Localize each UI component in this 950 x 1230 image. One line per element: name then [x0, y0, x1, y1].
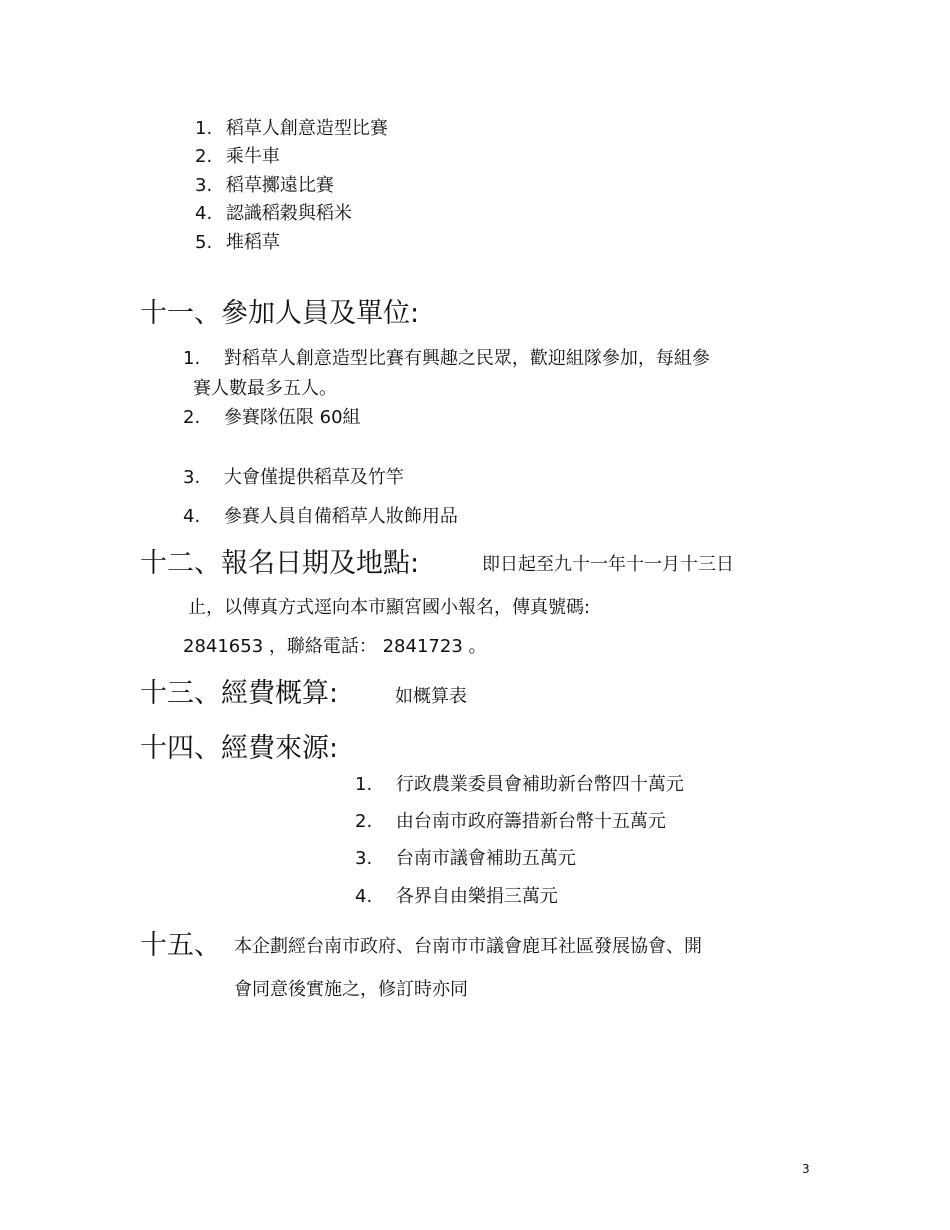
- section-heading-13: 十三、經費概算:: [140, 678, 339, 709]
- list-number: 2.: [355, 811, 373, 832]
- list-text: 參賽人員自備稻草人妝飾用品: [223, 506, 458, 527]
- section-heading-12: 十二、報名日期及地點:: [140, 548, 420, 579]
- list-item: [183, 348, 710, 370]
- budget-reference: 如概算表: [395, 686, 467, 707]
- list-text: 各界自由樂捐三萬元: [395, 886, 558, 907]
- list-number: 2.: [183, 407, 201, 428]
- list-item-continuation: 賽人數最多五人。: [193, 378, 337, 399]
- list-item: [195, 146, 280, 168]
- list-number: 5.: [195, 232, 213, 253]
- list-text: 行政農業委員會補助新台幣四十萬元: [395, 774, 684, 795]
- list-item: [183, 407, 361, 429]
- list-item: [183, 467, 404, 489]
- list-item: [195, 118, 388, 140]
- list-number: 4.: [183, 506, 201, 527]
- list-text: 稻草人創意造型比賽: [225, 118, 388, 139]
- list-number: 3.: [195, 175, 213, 196]
- list-text: 堆稻草: [225, 232, 280, 253]
- list-text: 乘牛車: [225, 146, 280, 167]
- registration-date-text: 即日起至九十一年十一月十三日: [482, 554, 734, 575]
- approval-text-line: 本企劃經台南市政府、台南市市議會鹿耳社區發展協會、開: [234, 936, 702, 957]
- list-number: 3.: [355, 848, 373, 869]
- list-text: 認識稻穀與稻米: [225, 203, 352, 224]
- list-number: 4.: [355, 886, 373, 907]
- list-item: [195, 175, 334, 197]
- list-number: 1.: [355, 774, 373, 795]
- list-text: 稻草擲遠比賽: [225, 175, 334, 196]
- list-text: 對稻草人創意造型比賽有興趣之民眾，歡迎組隊參加，每組參: [223, 348, 710, 369]
- list-number: 1.: [183, 348, 201, 369]
- section-heading-11: 十一、參加人員及單位:: [140, 298, 420, 329]
- list-number: 1.: [195, 118, 213, 139]
- list-text: 大會僅提供稻草及竹竿: [223, 467, 404, 488]
- list-item: [183, 506, 458, 528]
- registration-text-line: 止，以傳真方式逕向本市顯宮國小報名，傳真號碼:: [188, 597, 591, 618]
- list-number: 4.: [195, 203, 213, 224]
- list-number: 3.: [183, 467, 201, 488]
- contact-numbers: 2841653 ，聯絡電話： 2841723 。: [183, 636, 487, 657]
- approval-text-line: 會同意後實施之，修訂時亦同: [234, 979, 468, 1000]
- list-item: [355, 774, 684, 796]
- page-number: 3: [802, 1162, 810, 1176]
- list-text: 參賽隊伍限 60組: [223, 407, 361, 428]
- list-item: [355, 848, 576, 870]
- list-text: 由台南市政府籌措新台幣十五萬元: [395, 811, 666, 832]
- list-number: 2.: [195, 146, 213, 167]
- list-item: [195, 232, 280, 254]
- list-item: [195, 203, 352, 225]
- section-heading-15: 十五、: [140, 930, 221, 961]
- section-heading-14: 十四、經費來源:: [140, 733, 339, 764]
- list-item: [355, 811, 666, 833]
- list-item: [355, 886, 558, 908]
- list-text: 台南市議會補助五萬元: [395, 848, 576, 869]
